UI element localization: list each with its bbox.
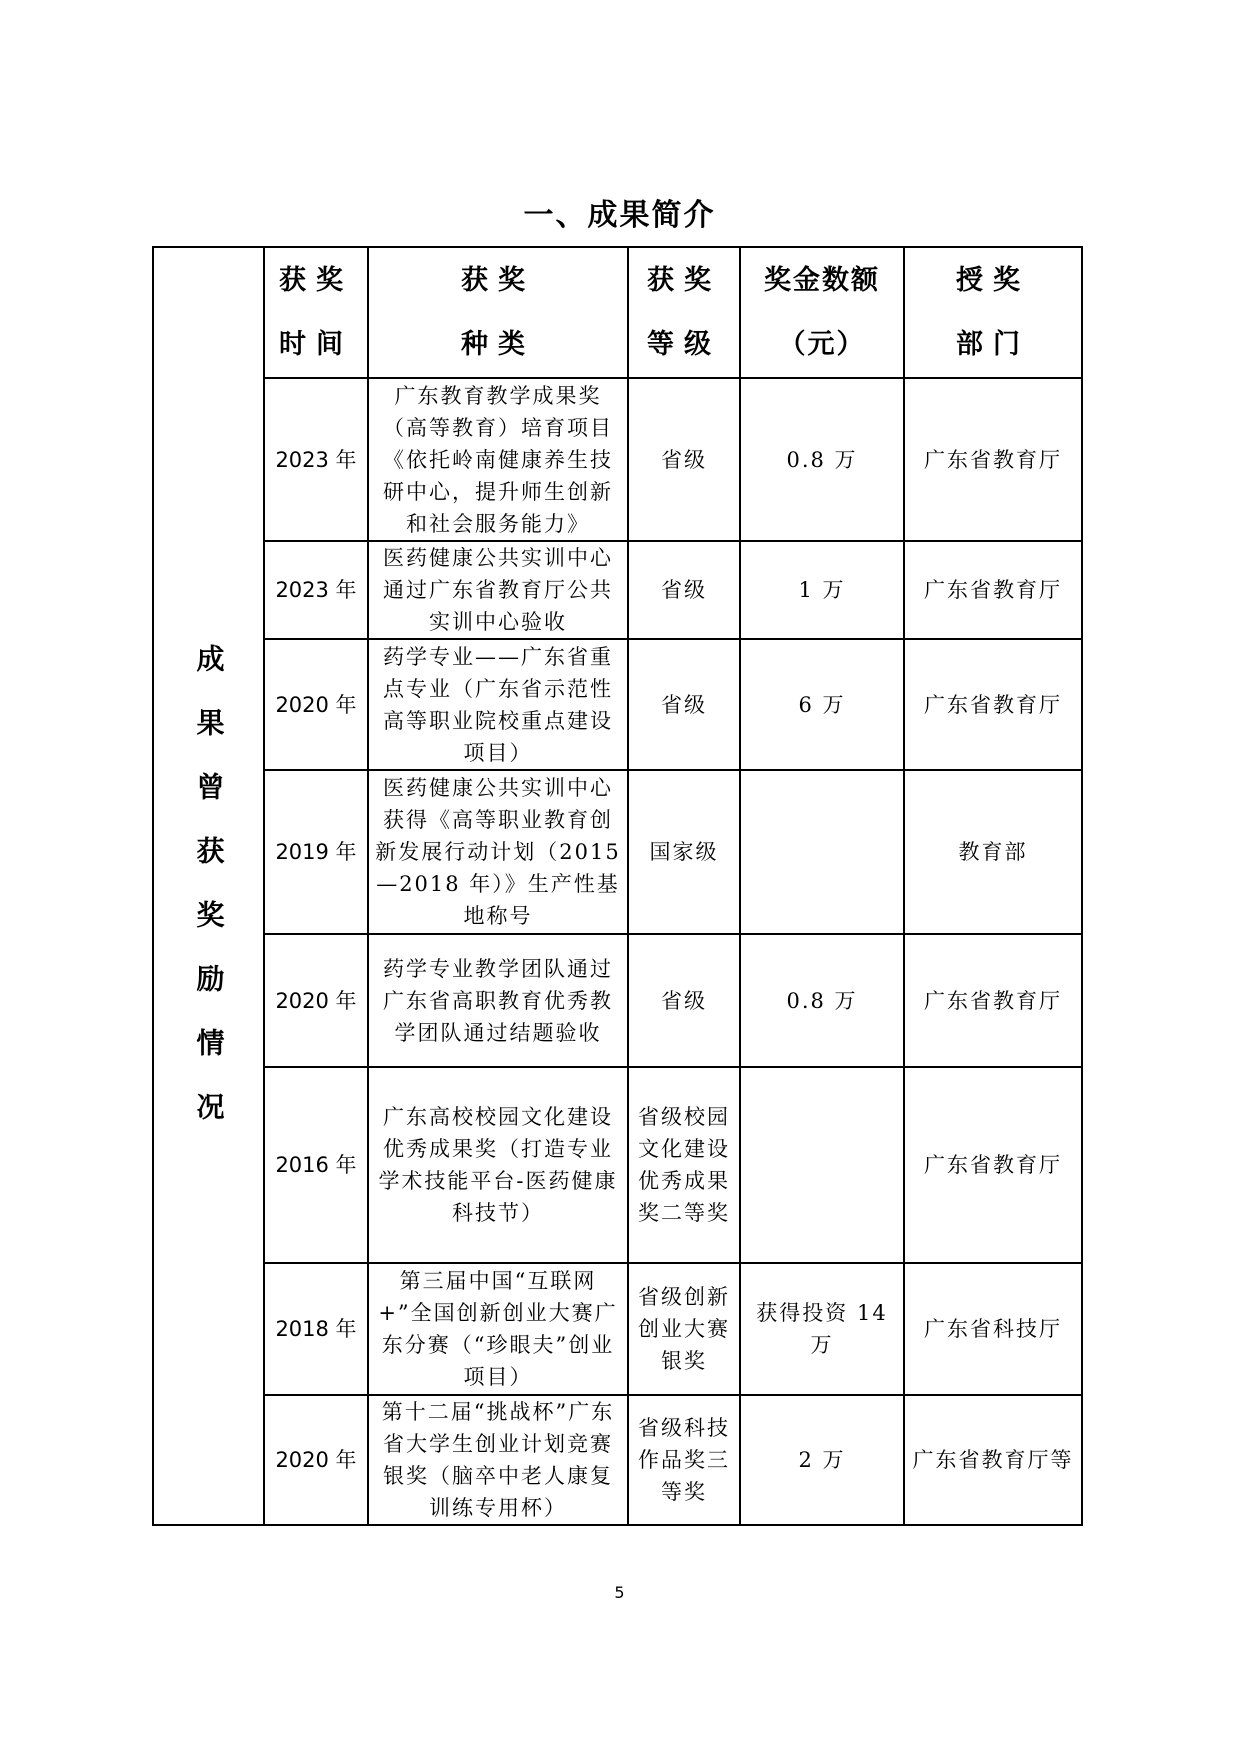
awards-table [152, 246, 1083, 1526]
cell-year: 2020 年 [264, 1395, 368, 1525]
table-row [153, 1263, 1082, 1395]
header-amount-line1: 奖金数额 [764, 264, 880, 296]
page-title: 一、成果简介 [523, 198, 716, 233]
cell-year: 2016 年 [264, 1067, 368, 1263]
cell-amount: 2 万 [740, 1395, 904, 1525]
cell-amount: 获得投资 14 万 [740, 1263, 904, 1395]
cell-amount: 0.8 万 [740, 378, 904, 541]
section-label: 成果曾获奖励情况 [192, 643, 226, 1156]
cell-amount: 0.8 万 [740, 934, 904, 1067]
cell-award-type: 第十二届“挑战杯”广东省大学生创业计划竞赛银奖（脑卒中老人康复训练专用杯） [368, 1395, 628, 1525]
cell-level: 省级科技作品奖三等奖 [628, 1395, 740, 1525]
header-department-line2: 部门 [956, 328, 1030, 360]
cell-amount: 1 万 [740, 541, 904, 639]
table-row [153, 378, 1082, 541]
header-time [264, 247, 368, 378]
cell-award-type: 医药健康公共实训中心获得《高等职业教育创新发展行动计划（2015—2018 年）》生产性基地称号 [368, 770, 628, 934]
table-row [153, 934, 1082, 1067]
cell-level: 省级校园文化建设优秀成果奖二等奖 [628, 1067, 740, 1263]
header-amount [740, 247, 904, 378]
header-amount-line2: （元） [778, 328, 866, 360]
table-row [153, 1067, 1082, 1263]
header-level-line1: 获奖 [647, 264, 721, 296]
header-department-line1: 授奖 [956, 264, 1030, 296]
cell-award-type: 广东教育教学成果奖（高等教育）培育项目《依托岭南健康养生技研中心，提升师生创新和社会服务能力》 [368, 378, 628, 541]
table-row [153, 541, 1082, 639]
cell-level: 省级 [628, 541, 740, 639]
cell-level: 省级 [628, 934, 740, 1067]
cell-department: 广东省教育厅 [904, 541, 1082, 639]
cell-award-type: 医药健康公共实训中心通过广东省教育厅公共实训中心验收 [368, 541, 628, 639]
header-type [368, 247, 628, 378]
cell-department: 广东省科技厅 [904, 1263, 1082, 1395]
cell-amount [740, 770, 904, 934]
cell-year: 2020 年 [264, 934, 368, 1067]
header-level [628, 247, 740, 378]
cell-department: 广东省教育厅等 [904, 1395, 1082, 1525]
header-time-line1: 获奖 [279, 264, 353, 296]
header-type-line2: 种类 [461, 328, 535, 360]
cell-award-type: 第三届中国“互联网+”全国创新创业大赛广东分赛（“珍眼夫”创业项目） [368, 1263, 628, 1395]
table-row [153, 770, 1082, 934]
cell-year: 2023 年 [264, 541, 368, 639]
header-type-line1: 获奖 [461, 264, 535, 296]
cell-year: 2018 年 [264, 1263, 368, 1395]
cell-department: 广东省教育厅 [904, 1067, 1082, 1263]
cell-department: 广东省教育厅 [904, 934, 1082, 1067]
cell-year: 2019 年 [264, 770, 368, 934]
cell-award-type: 药学专业教学团队通过广东省高职教育优秀教学团队通过结题验收 [368, 934, 628, 1067]
page-number: 5 [614, 1583, 625, 1602]
cell-award-type: 药学专业——广东省重点专业（广东省示范性高等职业院校重点建设项目） [368, 639, 628, 770]
cell-level: 国家级 [628, 770, 740, 934]
cell-year: 2023 年 [264, 378, 368, 541]
header-time-line2: 时间 [279, 328, 353, 360]
cell-level: 省级创新创业大赛银奖 [628, 1263, 740, 1395]
header-department [904, 247, 1082, 378]
cell-amount [740, 1067, 904, 1263]
cell-award-type: 广东高校校园文化建设优秀成果奖（打造专业学术技能平台-医药健康科技节） [368, 1067, 628, 1263]
table-row [153, 639, 1082, 770]
header-level-line2: 等级 [647, 328, 721, 360]
section-label-cell [153, 247, 264, 1525]
cell-department: 广东省教育厅 [904, 639, 1082, 770]
cell-department: 教育部 [904, 770, 1082, 934]
cell-department: 广东省教育厅 [904, 378, 1082, 541]
cell-level: 省级 [628, 639, 740, 770]
cell-year: 2020 年 [264, 639, 368, 770]
table-row [153, 1395, 1082, 1525]
cell-amount: 6 万 [740, 639, 904, 770]
cell-level: 省级 [628, 378, 740, 541]
header-row [153, 247, 1082, 378]
